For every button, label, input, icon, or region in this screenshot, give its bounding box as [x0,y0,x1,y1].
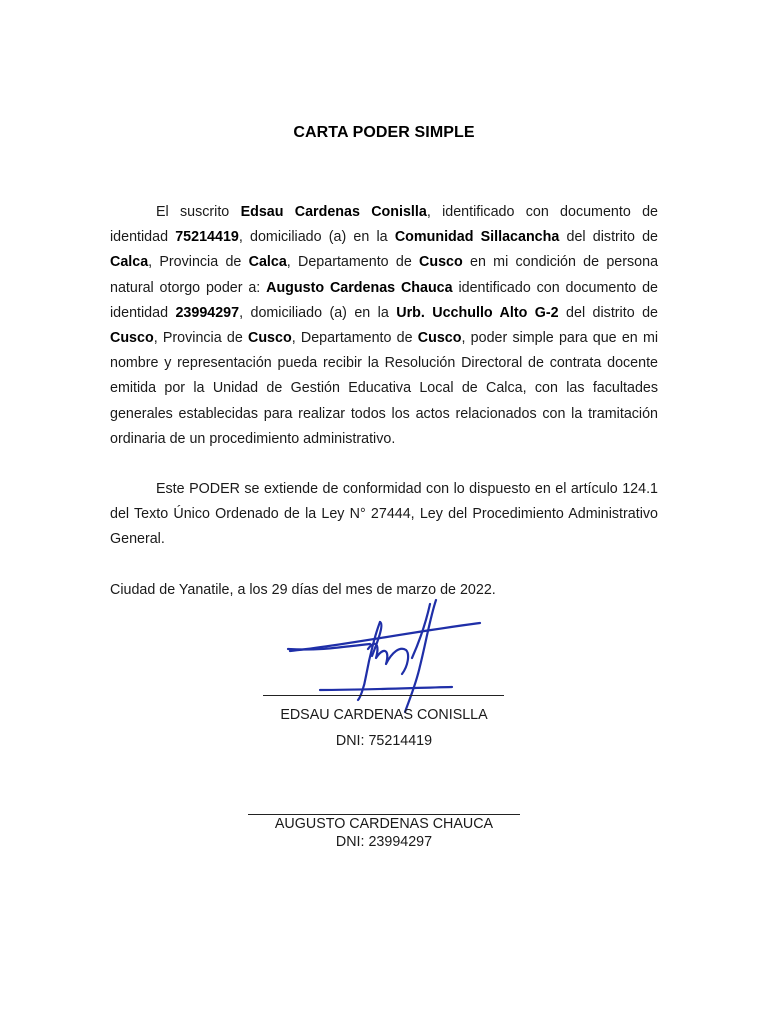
text-run: identificado con documento de identidad [110,279,658,321]
text-run: del distrito de [558,304,658,321]
text-run: , Departamento de [291,330,418,347]
text-run: en mi condición de persona natural otorgo poder a: [110,254,659,296]
text-run: del distrito de [559,229,658,246]
grantee-signature-name: AUGUSTO CARDENAS CHAUCA [274,816,494,832]
document-title: CARTA PODER SIMPLE [293,124,475,141]
grantee-address: Urb. Ucchullo Alto G-2 [396,304,559,321]
grantee-province: Cusco [248,330,292,347]
signature-line-grantor [263,695,504,696]
text-run: , domiciliado (a) en la [239,304,397,321]
grantor-province: Calca [248,254,287,271]
grantor-signature-dni: DNI: 75214419 [335,733,433,749]
grantor-department: Cusco [419,254,463,271]
grantor-dni: 75214419 [175,229,239,246]
grantee-name: Augusto Cardenas Chauca [266,279,453,296]
place-and-date: Ciudad de Yanatile, a los 29 días del mes de marzo de 2022. [110,582,496,598]
paragraph-2: Este PODER se extiende de conformidad con lo dispuesto en el artículo 124.1 del Texto Único Ordenado de la Ley N° 27444, Ley del Procedimiento Administrativo General. [110,481,658,548]
text-run: , Provincia de [148,254,249,271]
grantor-name: Edsau Cardenas Conislla [240,204,427,220]
text-run: El suscrito [156,204,241,220]
text-run: , Provincia de [153,330,248,347]
paragraph-grant-of-power [110,200,658,452]
grantor-district: Calca [110,254,149,271]
text-run: , poder simple para que en mi nombre y representación pueda recibir la Resolución Directoral de contrata docente emitida por la Unidad de Gestión Educativa Local de Calca, con las facultades generales establecidas para realizar todos los actos relacionados con la tramitación ordinaria de un procedimiento administrativo. [110,330,659,447]
text-run: , identificado con documento de identidad [110,204,658,246]
grantee-department: Cusco [417,330,462,347]
grantor-community: Comunidad Sillacancha [394,229,560,246]
grantor-signature-name: EDSAU CARDENAS CONISLLA [280,707,488,723]
grantee-dni: 23994297 [175,304,240,321]
text-run: , domiciliado (a) en la [238,229,395,246]
grantee-signature-dni: DNI: 23994297 [335,834,433,850]
handwritten-signature [280,594,490,714]
text-run: , Departamento de [286,254,420,271]
grantee-district: Cusco [110,330,154,347]
paragraph-1 [110,200,658,452]
paragraph-legal-basis [110,477,658,553]
